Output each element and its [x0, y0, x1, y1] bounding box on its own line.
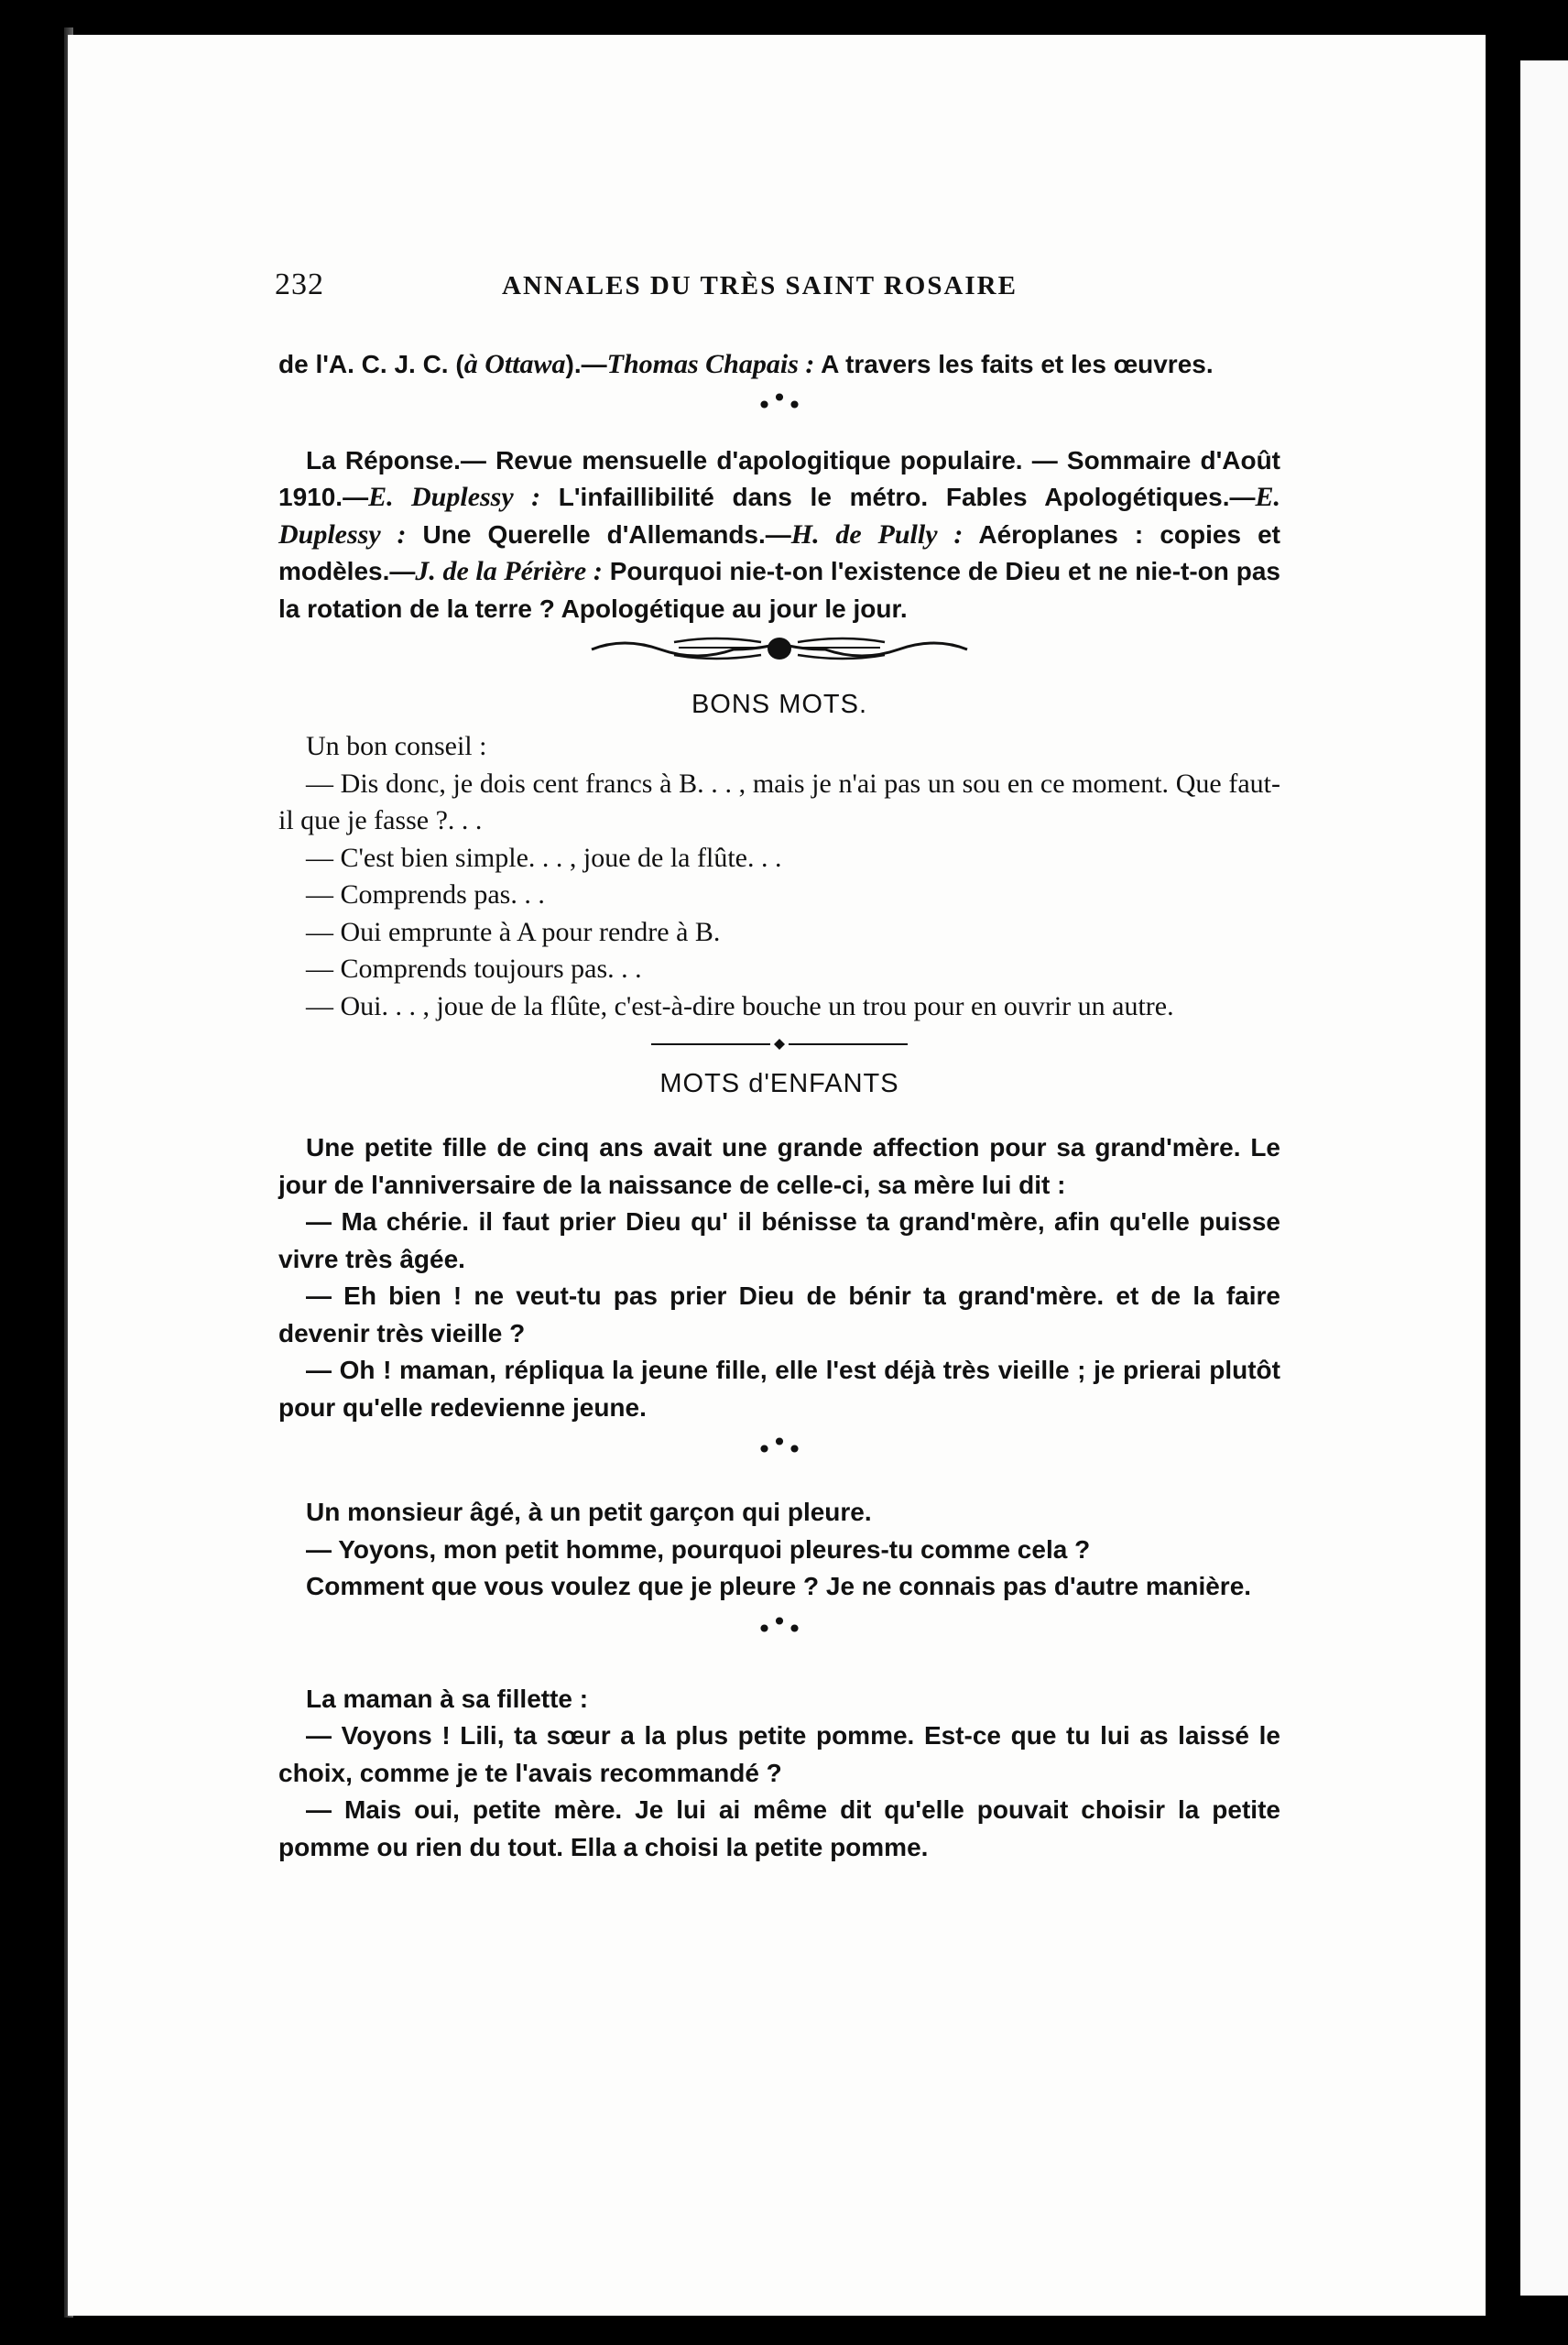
entry-author: E. Duplessy :	[278, 482, 1280, 550]
entry-text: — Revue mensuelle d'apologitique populaire. — Sommaire d'Août 1910.—	[278, 445, 1281, 511]
entry-author: J. de la Périère :	[415, 556, 603, 586]
entry-author: Thomas Chapais :	[606, 349, 815, 379]
running-head	[275, 267, 1282, 313]
bons-mots-line: Un bon conseil :	[306, 731, 487, 761]
story-line: — Ma chérie. il faut prier Dieu qu' il bénisse ta grand'mère, afin qu'elle puisse vivre très âgée.	[278, 1207, 1280, 1273]
asterism-divider	[278, 1427, 1280, 1474]
entry-author: E. Duplessy :	[368, 482, 541, 512]
asterism-divider	[278, 1606, 1280, 1653]
story-line: — Yoyons, mon petit homme, pourquoi pleures-tu comme cela ?	[306, 1534, 1091, 1564]
adjacent-page-edge	[1520, 60, 1568, 2296]
periodical-entry-continued	[278, 346, 1280, 384]
entry-title: Une Querelle d'Allemands.—	[406, 519, 791, 549]
page-body	[278, 346, 1280, 1866]
section-heading-bons-mots: BONS MOTS.	[691, 690, 868, 719]
story-line: — Oh ! maman, répliqua la jeune fille, elle l'est déjà très vieille ; je prierai plutôt pour qu'elle redevienne jeune.	[278, 1356, 1280, 1422]
section-heading-mots-enfants: MOTS d'ENFANTS	[659, 1069, 899, 1098]
story-line: — Voyons ! Lili, ta sœur a la plus petite pomme. Est-ce que tu lui as laissé le choix, comme je te l'avais recommandé ?	[278, 1721, 1280, 1787]
asterism-icon: •••	[757, 1606, 802, 1644]
bons-mots-line: — Oui emprunte à A pour rendre à B.	[306, 916, 721, 947]
scroll-ornament-icon	[278, 629, 1280, 681]
bons-mots-line: — Oui. . . , joue de la flûte, c'est-à-dire bouche un trou pour en ouvrir un autre.	[306, 990, 1174, 1021]
entry-title: Pourquoi nie-t-on l'existence de Dieu et ne nie-t-on pas la rotation de la terre ? Apologétique au jour le jour.	[278, 557, 1280, 623]
page-number: 232	[275, 267, 324, 301]
story-line: — Eh bien ! ne veut-tu pas prier Dieu de bénir ta grand'mère. et de la faire devenir très vieille ?	[278, 1282, 1280, 1347]
periodical-name: La Réponse.	[306, 445, 461, 474]
entry-title: A travers les faits et les œuvres.	[814, 350, 1214, 378]
bons-mots-line: — C'est bien simple. . . , joue de la flûte. . .	[306, 842, 782, 873]
running-title: ANNALES DU TRÈS SAINT ROSAIRE	[502, 271, 1018, 300]
bons-mots-line: — Dis donc, je dois cent francs à B. . . , mais je n'ai pas un sou en ce moment. Que faut-il que je fasse ?. . .	[278, 768, 1280, 835]
story-line: Comment que vous voulez que je pleure ? Je ne connais pas d'autre manière.	[306, 1572, 1252, 1600]
bons-mots-line: — Comprends toujours pas. . .	[306, 954, 642, 984]
entry-title: L'infaillibilité dans le métro. Fables Apologétiques.—	[540, 483, 1256, 511]
periodical-entry-reponse	[278, 442, 1280, 628]
asterism-icon: •••	[757, 1427, 802, 1465]
bons-mots-line: — Comprends pas. . .	[306, 879, 545, 910]
asterism-divider	[278, 382, 1280, 430]
story-line: La maman à sa fillette :	[306, 1684, 589, 1713]
story-line: Une petite fille de cinq ans avait une grande affection pour sa grand'mère. Le jour de l'anniversaire de la naissance de celle-ci, sa mère lui dit :	[278, 1133, 1280, 1199]
entry-text: ).—	[565, 350, 607, 378]
entry-author: H. de Pully :	[790, 518, 964, 550]
asterism-icon: •••	[757, 382, 802, 420]
entry-text: de l'A. C. J. C. (	[278, 350, 464, 378]
diamond-rule-icon	[278, 1029, 1280, 1062]
entry-location: à Ottawa	[463, 349, 566, 379]
story-line: — Mais oui, petite mère. Je lui ai même dit qu'elle pouvait choisir la petite pomme ou rien du tout. Ella a choisi la petite pomme.	[278, 1795, 1280, 1861]
story-line: Un monsieur âgé, à un petit garçon qui pleure.	[306, 1498, 872, 1526]
entry-title: Aéroplanes : copies et modèles.—	[278, 519, 1280, 585]
